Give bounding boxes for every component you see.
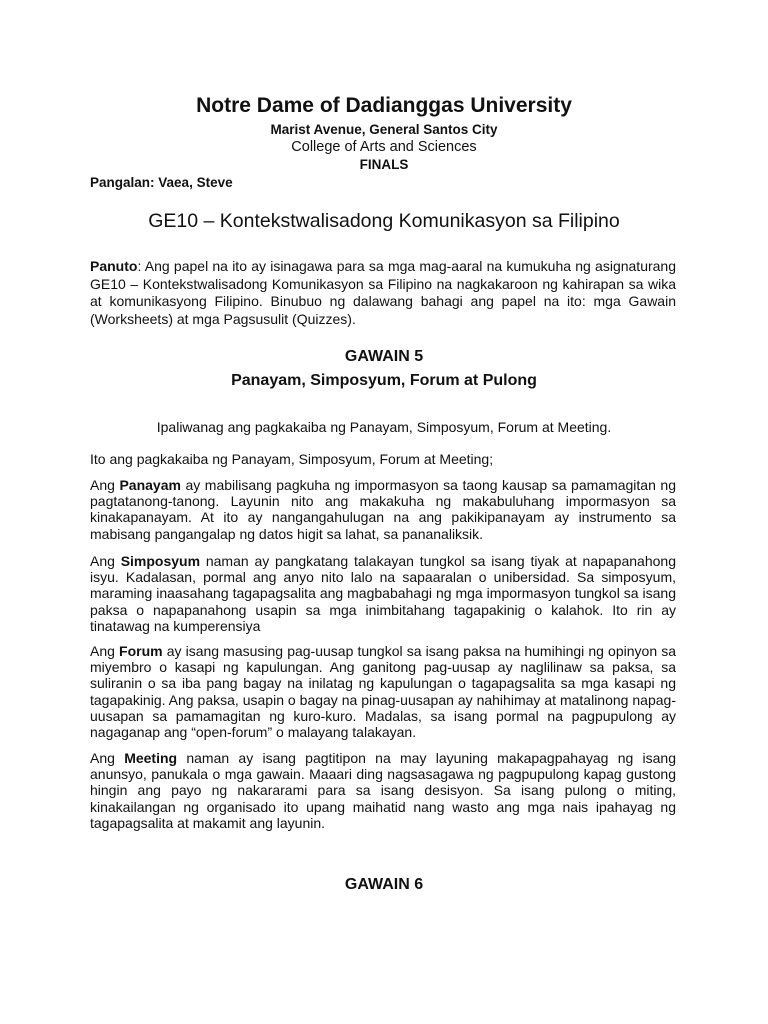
term-panayam: Panayam (119, 477, 181, 493)
paragraph-simposyum (90, 553, 676, 634)
instructions-paragraph (90, 258, 676, 328)
gawain6-heading: GAWAIN 6 (344, 876, 424, 893)
paragraph-text: ay isang masusing pag-uusap tungkol sa isang paksa na humihingi ng opinyon sa miyembro o kasapi ng kapulungan. Ang ganitong pag-uusap ay naglilinaw sa paksa, sa suliranin o sa iba pang bagay na inilatag ng kapulungan o tagapagsalita sa mga kasapi ng tagapakinig. Ang paksa, usapin o bagay na pinag-uusapan ay nahihimay at matalinong napag-uusapan sa pamamagitan ng kuro-kuro. Madalas, sa isang pormal na pagpupulong ay nagaganap ang “open-forum” o malayang talakayan. (90, 643, 676, 741)
course-title: GE10 – Kontekstwalisadong Komunikasyon sa Filipino (148, 210, 620, 232)
exam-label: FINALS (359, 157, 409, 172)
gawain5-question: Ipaliwanag ang pagkakaiba ng Panayam, Simposyum, Forum at Meeting. (156, 419, 612, 435)
answer-intro: Ito ang pagkakaiba ng Panayam, Simposyum, Forum at Meeting; (90, 451, 494, 467)
gawain5-heading: GAWAIN 5 (344, 348, 424, 365)
paragraph-lead: Ang (90, 477, 120, 493)
term-meeting: Meeting (124, 750, 178, 766)
university-title: Notre Dame of Dadianggas University (196, 94, 572, 117)
student-name-line (90, 175, 233, 190)
paragraph-text: naman ay pangkatang talakayan tungkol sa isang tiyak at napapanahong isyu. Kadalasan, pormal ang anyo nito lalo na sapaaralan o unibersidad. Sa simposyum, maraming inaasahang tagapagsalita ang magbabahagi ng mga impormasyon tungkol sa isang paksa o napapanahong usapin sa mga inimbitahang tagapakinig o kalahok. Ito rin ay tinatawag na kumperensiya (90, 553, 676, 634)
paragraph-text: naman ay isang pagtitipon na may layuning makapagpahayag ng isang anunsyo, panukala o mga gawain. Maaari ding nagsasagawa ng pagpupulong kapag gustong hingin ang payo ng nakararami para sa isang desisyon. Sa isang pulong o miting, kinakailangan ng organisado ito upang maihatid nang wasto ang mga nais ipahayag ng tagapagsalita at makamit ang layunin. (90, 750, 676, 831)
instructions-text: : Ang papel na ito ay isinagawa para sa mga mag-aaral na kumukuha ng asignaturang GE10 – Kontekstwalisadong Komunikasyon sa Filipino na nagkakaroon ng kahirapan sa wika at komunikasyong Filipino. Binubuo ng dalawang bahagi ang papel na ito: mga Gawain (Worksheets) at mga Pagsusulit (Quizzes). (90, 258, 676, 327)
instructions-label: Panuto (90, 258, 138, 274)
name-label: Pangalan: (90, 175, 155, 190)
gawain5-subheading: Panayam, Simposyum, Forum at Pulong (231, 372, 537, 389)
term-forum: Forum (119, 643, 163, 659)
paragraph-text: ay mabilisang pagkuha ng impormasyon sa taong kausap sa pamamagitan ng pagtatanong-tanong. Layunin nito ang makakuha ng makabuluhang impormasyon sa kinakapanayam. At ito ay nangangahulugan na ang pakikipanayam ay instrumento sa mabisang pangangalap ng datos higit sa lahat, sa pananaliksik. (90, 477, 676, 542)
college-name: College of Arts and Sciences (291, 139, 477, 155)
university-address: Marist Avenue, General Santos City (270, 122, 498, 137)
name-value: Vaea, Steve (158, 175, 233, 190)
paragraph-panayam (90, 477, 676, 542)
paragraph-meeting (90, 750, 676, 831)
paragraph-lead: Ang (90, 750, 125, 766)
paragraph-forum (90, 643, 676, 740)
paragraph-lead: Ang (90, 643, 120, 659)
paragraph-lead: Ang (90, 553, 121, 569)
term-simposyum: Simposyum (120, 553, 201, 569)
